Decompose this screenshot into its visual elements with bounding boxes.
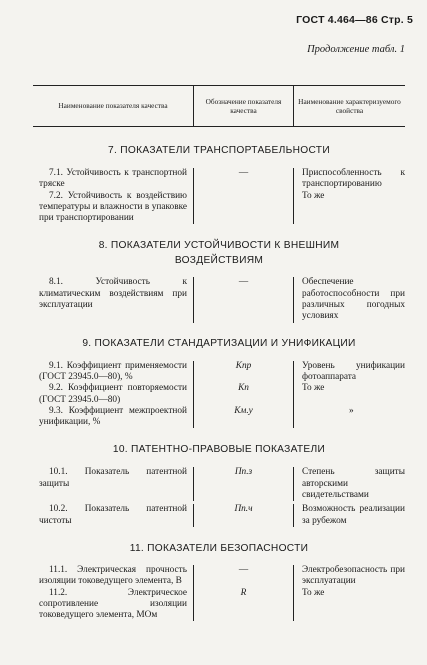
indicator-name: 10.1. Показатель патентной защиты bbox=[39, 467, 187, 489]
table-row bbox=[33, 565, 405, 588]
table-row bbox=[33, 361, 405, 384]
header-col-property: Наименование характеризуемого свойства bbox=[293, 86, 405, 126]
indicator-name: 7.2. Устойчивость к воздействию температуры и влажности в упаковке при транспортировании bbox=[39, 190, 187, 224]
indicator-property: То же bbox=[293, 588, 405, 622]
indicator-symbol: — bbox=[193, 277, 293, 322]
table-row bbox=[33, 406, 405, 429]
header-col-name: Наименование показателя качества bbox=[58, 101, 168, 111]
table-row bbox=[33, 277, 405, 322]
indicator-symbol: Kм.у bbox=[193, 406, 293, 429]
indicator-symbol: Пп.ч bbox=[193, 504, 293, 527]
section-title: 8. ПОКАЗАТЕЛИ УСТОЙЧИВОСТИ К ВНЕШНИМ bbox=[98, 240, 340, 252]
table-row bbox=[33, 383, 405, 406]
indicator-name: 8.1. Устойчивость к климатическим воздействиям при эксплуатации bbox=[39, 277, 187, 311]
indicator-symbol: — bbox=[193, 168, 293, 191]
section-title: 10. ПАТЕНТНО-ПРАВОВЫЕ ПОКАЗАТЕЛИ bbox=[112, 444, 326, 456]
indicator-symbol: Kп bbox=[193, 383, 293, 406]
table-row bbox=[33, 467, 405, 501]
indicator-property: Уровень унификации фотоаппарата bbox=[293, 361, 405, 384]
indicator-symbol: Kпр bbox=[193, 361, 293, 384]
section-title: 7. ПОКАЗАТЕЛИ ТРАНСПОРТАБЕЛЬНОСТИ bbox=[108, 145, 330, 156]
table-row bbox=[33, 504, 405, 527]
section-title-line2: ВОЗДЕЙСТВИЯМ bbox=[174, 255, 264, 267]
indicator-property: Возможность реализации за рубежом bbox=[293, 504, 405, 527]
indicator-name: 11.1. Электрическая прочность изоляции токоведущего элемента, В bbox=[39, 564, 187, 587]
page-header: ГОСТ 4.464—86 Стр. 5 bbox=[296, 14, 413, 26]
indicator-symbol bbox=[193, 191, 293, 225]
section-title: 9. ПОКАЗАТЕЛИ СТАНДАРТИЗАЦИИ И УНИФИКАЦИИ bbox=[82, 337, 356, 349]
indicator-symbol: Пп.з bbox=[193, 467, 293, 501]
indicator-name: 9.2. Коэффициент повторяемости (ГОСТ 23945.0—80) bbox=[39, 383, 187, 405]
indicator-name: 10.2. Показатель патентной чистоты bbox=[39, 504, 187, 526]
section-title: 11. ПОКАЗАТЕЛИ БЕЗОПАСНОСТИ bbox=[129, 542, 309, 554]
indicator-name: 9.1. Коэффициент применяемости (ГОСТ 23945.0—80), % bbox=[39, 360, 187, 382]
indicator-property: » bbox=[293, 406, 405, 429]
indicator-property: То же bbox=[293, 383, 405, 406]
table-row bbox=[33, 191, 405, 225]
indicator-symbol: — bbox=[193, 565, 293, 588]
indicator-property: Электробезопасность при эксплуатации bbox=[293, 565, 405, 588]
indicator-name: 9.3. Коэффициент межпроектной унификации, % bbox=[39, 405, 187, 428]
indicator-name: 7.1. Устойчивость к транспортной тряске bbox=[39, 168, 187, 190]
indicator-property: Обеспечение работоспособности при различных погодных условиях bbox=[293, 277, 405, 322]
indicator-name: 11.2. Электрическое сопротивление изоляции токоведущего элемента, МОм bbox=[39, 587, 187, 621]
table-row bbox=[33, 168, 405, 191]
indicator-property: Приспособленность к транспортированию bbox=[293, 168, 405, 191]
indicator-property: Степень защиты авторскими свидетельствами bbox=[293, 467, 405, 501]
table-continuation-note: Продолжение табл. 1 bbox=[307, 44, 405, 55]
header-col-symbol: Обозначение показателя качества bbox=[193, 86, 293, 126]
table-header bbox=[33, 85, 405, 127]
indicator-property: То же bbox=[293, 191, 405, 225]
table-row bbox=[33, 588, 405, 622]
quality-indicators-table bbox=[33, 85, 405, 621]
indicator-symbol: R bbox=[193, 588, 293, 622]
